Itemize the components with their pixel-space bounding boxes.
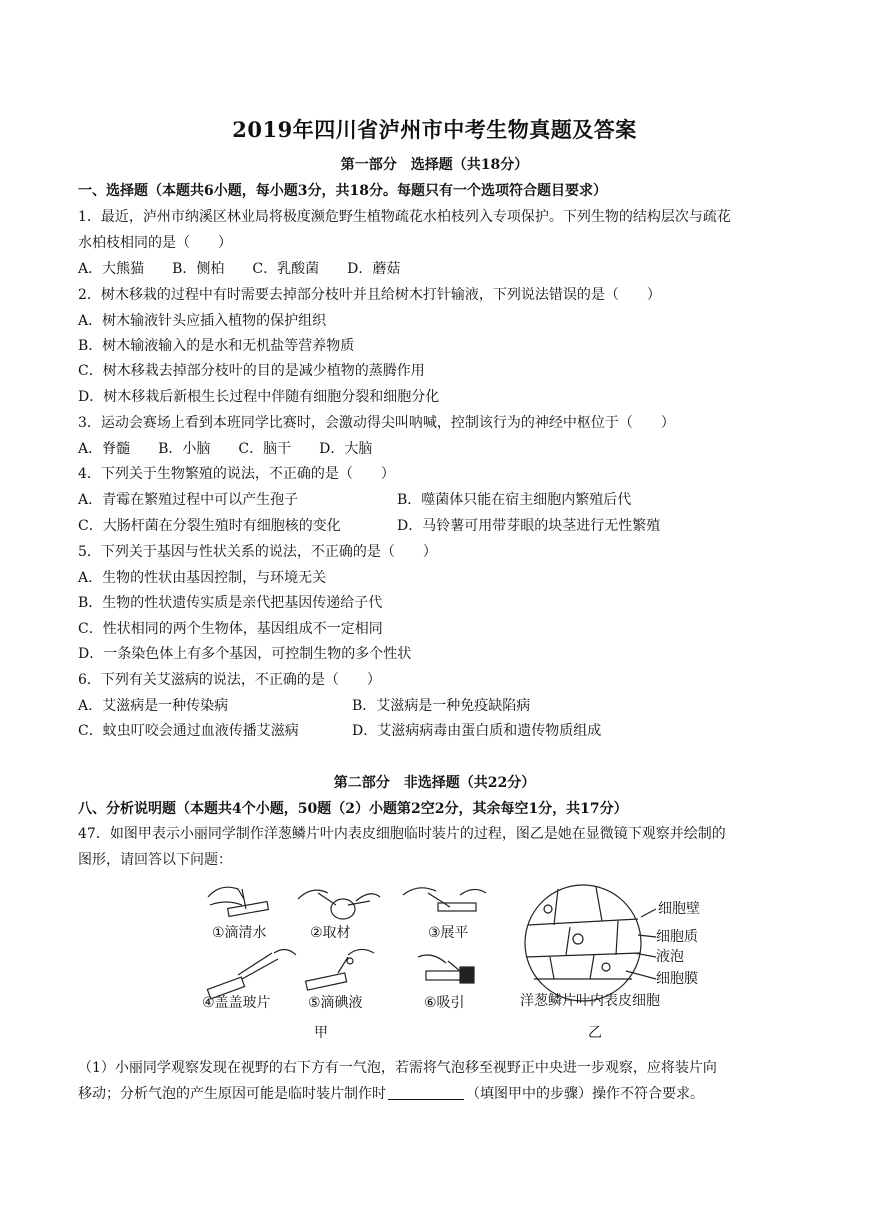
q3-stem: 3．运动会赛场上看到本班同学比赛时，会激动得尖叫呐喊，控制该行为的神经中枢位于（ ）	[78, 415, 675, 431]
section8-heading: 八、分析说明题（本题共4个小题，50题（2）小题第2空2分，其余每空1分，共17分）	[78, 801, 628, 817]
step1-label: ①滴清水	[212, 925, 267, 941]
q5-option-b: B．生物的性状遗传实质是亲代把基因传递给子代	[78, 595, 383, 611]
q2-option-b: B．树木输液输入的是水和无机盐等营养物质	[78, 338, 355, 354]
q5-option-a: A．生物的性状由基因控制，与环境无关	[78, 570, 327, 586]
step6-label: ⑥吸引	[424, 995, 465, 1011]
q47-sub1-line2-start: 移动；分析气泡的产生原因可能是临时装片制作时	[78, 1086, 386, 1102]
q47-sub1-line2-end: （填图甲中的步骤）操作不符合要求。	[466, 1086, 704, 1102]
page-title: 2019年四川省泸州市中考生物真题及答案	[232, 117, 637, 142]
q2-option-d: D．树木移栽后新根生长过程中伴随有细胞分裂和细胞分化	[78, 389, 440, 405]
cell-caption: 洋葱鳞片叶内表皮细胞	[520, 993, 660, 1009]
q4-option-d: D．马铃薯可用带芽眼的块茎进行无性繁殖	[397, 518, 661, 534]
q1-stem-line2: 水柏枝相同的是（ ）	[78, 235, 232, 251]
part2-heading: 第二部分 非选择题（共22分）	[333, 775, 536, 791]
step3-label: ③展平	[428, 925, 469, 941]
q2-stem: 2．树木移栽的过程中有时需要去掉部分枝叶并且给树木打针输液，下列说法错误的是（ ）	[78, 287, 661, 303]
q6-option-b: B．艾滋病是一种免疫缺陷病	[352, 698, 531, 714]
q47-figure-svg	[198, 875, 700, 1045]
q5-option-c: C．性状相同的两个生物体，基因组成不一定相同	[78, 621, 383, 637]
part1-heading: 第一部分 选择题（共18分）	[340, 157, 529, 173]
step1-illustration	[208, 887, 268, 916]
label-cytoplasm: 细胞质	[656, 929, 698, 945]
step2-illustration	[298, 890, 380, 919]
q1-stem-line1: 1．最近，泸州市纳溪区林业局将极度濒危野生植物疏花水柏枝列入专项保护。下列生物的结构层次与疏花	[78, 209, 731, 225]
q47-figure	[198, 875, 700, 1045]
q47-stem-line2: 图形，请回答以下问题：	[78, 852, 232, 868]
section1-heading: 一、选择题（本题共6小题，每小题3分，共18分。每题只有一个选项符合题目要求）	[78, 183, 607, 199]
q5-option-d: D．一条染色体上有多个基因，可控制生物的多个性状	[78, 646, 412, 662]
q4-option-b: B．噬菌体只能在宿主细胞内繁殖后代	[397, 492, 632, 508]
q4-stem: 4．下列关于生物繁殖的说法，不正确的是（ ）	[78, 466, 395, 482]
q2-option-c: C．树木移栽去掉部分枝叶的目的是减少植物的蒸腾作用	[78, 363, 425, 379]
q1-options: A．大熊猫 B．侧柏 C．乳酸菌 D．蘑菇	[78, 261, 401, 277]
figure-yi-label: 乙	[588, 1025, 602, 1041]
step5-illustration	[306, 949, 374, 990]
q4-option-c: C．大肠杆菌在分裂生殖时有细胞核的变化	[78, 518, 341, 534]
step3-illustration	[403, 888, 486, 911]
q6-option-a: A．艾滋病是一种传染病	[78, 698, 229, 714]
step6-illustration	[418, 955, 474, 983]
figure-jia-label: 甲	[314, 1025, 328, 1041]
label-vacuole: 液泡	[656, 949, 684, 965]
q2-option-a: A．树木输液针头应插入植物的保护组织	[78, 313, 327, 329]
q6-option-c: C．蚊虫叮咬会通过血液传播艾滋病	[78, 723, 299, 739]
step4-label: ④盖盖玻片	[202, 995, 271, 1011]
q4-option-a: A．青霉在繁殖过程中可以产生孢子	[78, 492, 299, 508]
label-cell-membrane: 细胞膜	[656, 971, 698, 987]
step2-label: ②取材	[310, 925, 351, 941]
step4-illustration	[207, 949, 296, 998]
q47-sub1-line1: （1）小丽同学观察发现在视野的右下方有一气泡，若需将气泡移至视野正中央进一步观察，应将装片向	[78, 1060, 717, 1076]
q5-stem: 5．下列关于基因与性状关系的说法，不正确的是（ ）	[78, 544, 437, 560]
q6-stem: 6．下列有关艾滋病的说法，不正确的是（ ）	[78, 672, 381, 688]
q3-options: A．脊髓 B．小脑 C．脑干 D．大脑	[78, 441, 373, 457]
q47-stem-line1: 47．如图甲表示小丽同学制作洋葱鳞片叶内表皮细胞临时装片的过程，图乙是她在显微镜下观察并绘制的	[78, 826, 726, 842]
onion-cells-illustration	[525, 885, 656, 1001]
label-cell-wall: 细胞壁	[658, 901, 700, 917]
q47-sub1-line2	[78, 1083, 704, 1103]
q6-option-d: D．艾滋病病毒由蛋白质和遗传物质组成	[352, 723, 602, 739]
answer-blank[interactable]	[388, 1085, 464, 1100]
step5-label: ⑤滴碘液	[308, 995, 363, 1011]
